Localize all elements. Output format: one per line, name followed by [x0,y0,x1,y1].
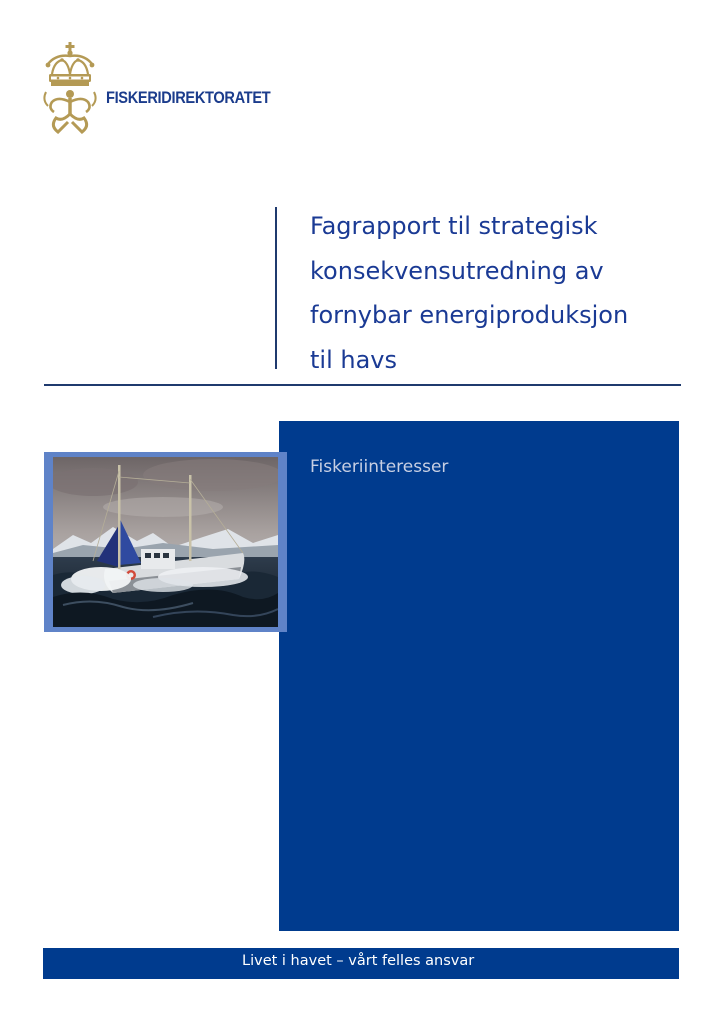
cover-panel [279,421,679,931]
footer-banner [43,948,679,979]
report-title [310,204,690,382]
fishing-boat-photo [53,457,278,627]
title-line-2: konsekvensutredning av [310,256,604,285]
title-line-3: fornybar energiproduksjon [310,301,629,329]
title-vertical-divider [275,207,277,369]
report-subtitle: Fiskeriinteresser [310,457,449,477]
title-line-1: Fagrapport til strategisk [310,212,598,240]
crown-emblem-icon [42,42,98,134]
logo-wordmark: FISKERIDIREKTORATET [106,88,271,107]
cover-photo-frame [44,452,287,632]
logo [42,42,272,134]
title-line-4: til havs [310,345,397,374]
horizontal-divider [44,384,681,386]
footer-slogan: Livet i havet – vårt felles ansvar [242,953,475,969]
